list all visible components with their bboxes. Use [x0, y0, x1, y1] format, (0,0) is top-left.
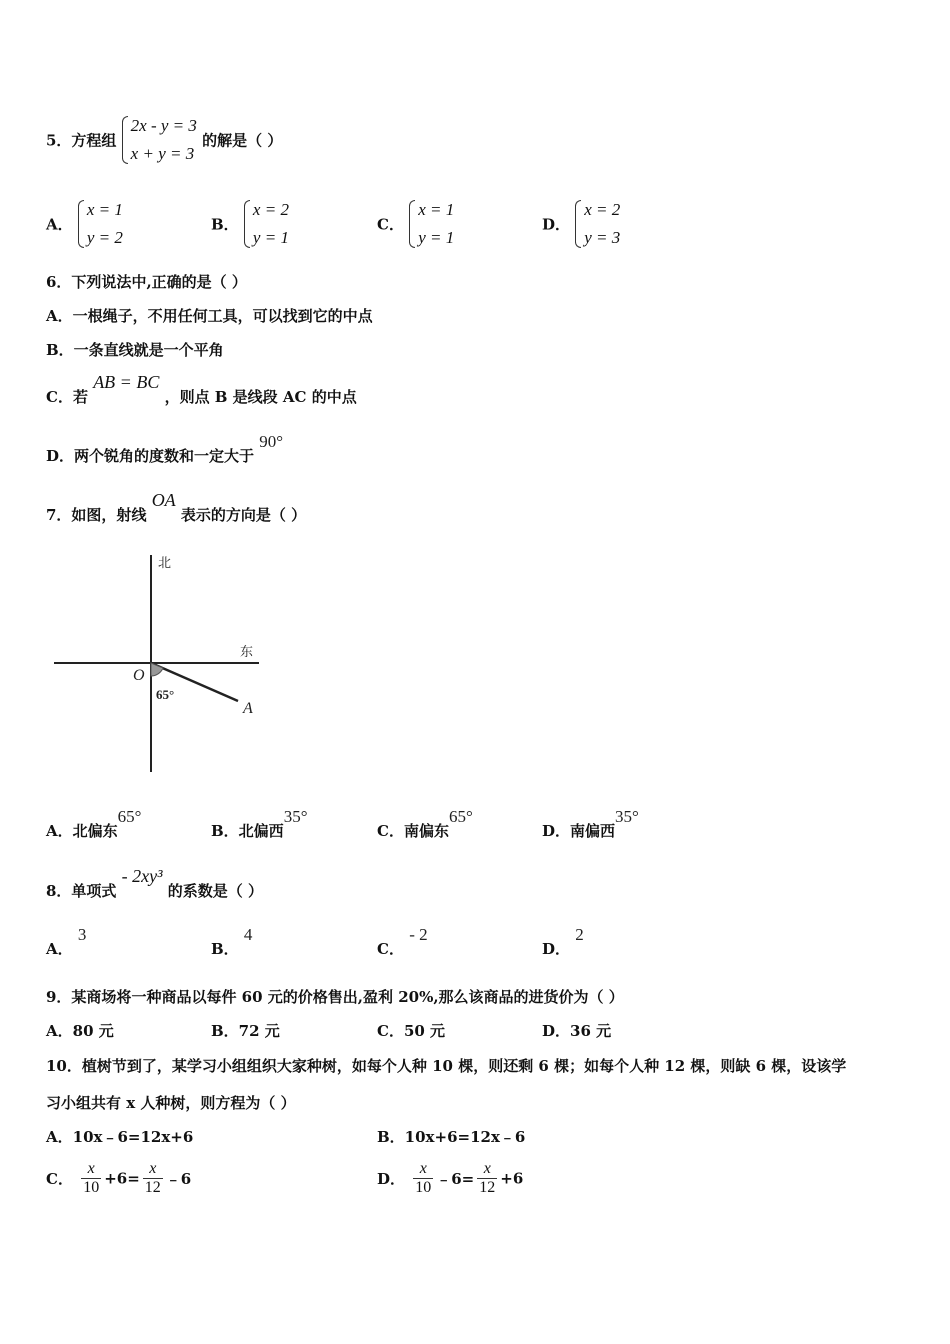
q5-option-c-system — [409, 196, 454, 252]
q6-d-math: 90° — [259, 432, 284, 451]
q5-system-eq2: x + y = 3 — [130, 144, 195, 163]
figure-origin-label: O — [133, 667, 145, 684]
q10-d-den2: 12 — [479, 1179, 496, 1196]
q7-direction-figure — [0, 0, 300, 800]
q5-d-eq2: y = 3 — [584, 228, 621, 247]
q6-stem: 6．下列说法中,正确的是（ ） — [46, 273, 247, 291]
q10-option-a: A．10x﹣6=12x+6 — [46, 1128, 194, 1146]
q7-suffix: 表示的方向是（ ） — [180, 506, 307, 524]
figure-east-label: 东 — [240, 645, 254, 660]
q8-option-a — [46, 925, 87, 959]
q10-d-frac2 — [477, 1160, 497, 1197]
q10-d-frac1 — [413, 1160, 433, 1197]
q8-c-label: C． — [377, 940, 404, 958]
q7-d-deg: 35° — [615, 807, 639, 826]
q7-b-label: B．北偏西 — [211, 822, 284, 840]
q6-option-a: A．一根绳子，不用任何工具，可以找到它的中点 — [46, 307, 373, 325]
q7-c-deg: 65° — [448, 807, 473, 826]
q10-c-den2: 12 — [144, 1179, 161, 1196]
q7-option-d — [542, 807, 639, 841]
q5-b-eq1: x = 2 — [252, 200, 289, 219]
q5-option-d — [542, 196, 620, 252]
q8-prefix: 8．单项式 — [46, 882, 117, 900]
q10-stem-line1: 10．植树节到了，某学习小组组织大家种树，如每个人种 10 棵，则还剩 6 棵；如每个人种 12 棵，则缺 6 棵，设该学 — [46, 1057, 847, 1075]
q9-option-d: D．36 元 — [542, 1022, 612, 1040]
q7-b-deg: 35° — [283, 807, 308, 826]
q5-option-d-label: D． — [542, 215, 571, 234]
q6-c-prefix: C．若 — [46, 388, 88, 406]
q10-d-num2: x — [483, 1160, 491, 1177]
q8-stem — [46, 866, 264, 901]
q9-option-a: A．80 元 — [46, 1022, 114, 1040]
q6-c-suffix: ，则点 B 是线段 AC 的中点 — [164, 388, 357, 406]
q8-math: - 2xy³ — [121, 866, 163, 886]
figure-north-label: 北 — [158, 556, 172, 571]
q10-c-label: C． — [46, 1170, 73, 1188]
q7-c-label: C．南偏东 — [377, 822, 449, 840]
q7-option-a — [46, 807, 142, 841]
q10-stem-line2: 习小组共有 x 人种树，则方程为（ ） — [46, 1094, 296, 1112]
q10-option-d — [377, 1160, 523, 1197]
q9-stem: 9．某商场将一种商品以每件 60 元的价格售出,盈利 20%,那么该商品的进货价为（ ） — [46, 988, 624, 1006]
q8-option-d — [542, 925, 584, 959]
q9-option-c: C．50 元 — [377, 1022, 446, 1040]
q10-c-mid: +6= — [104, 1169, 140, 1188]
q10-c-den1: 10 — [83, 1179, 100, 1196]
q10-d-mid: ﹣6= — [436, 1170, 475, 1188]
q6-d-prefix: D．两个锐角的度数和一定大于 — [46, 447, 255, 465]
q10-c-num1: x — [87, 1160, 95, 1177]
q10-d-num1: x — [419, 1160, 427, 1177]
q7-math: OA — [151, 490, 176, 510]
q9-option-b: B．72 元 — [211, 1022, 280, 1040]
q8-b-label: B． — [211, 940, 239, 958]
q8-d-label: D． — [542, 940, 571, 958]
q8-suffix: 的系数是（ ） — [167, 882, 264, 900]
q7-d-label: D．南偏西 — [542, 822, 616, 840]
q5-option-a-label: A． — [46, 215, 73, 234]
figure-point-label: A — [243, 700, 253, 717]
q8-d-val: 2 — [575, 925, 584, 944]
q5-option-d-system — [575, 196, 620, 252]
q10-d-label: D． — [377, 1170, 406, 1188]
q5-option-c-label: C． — [377, 215, 404, 234]
q8-a-val: 3 — [77, 925, 87, 944]
q5-option-c — [377, 196, 454, 252]
q6-option-b: B．一条直线就是一个平角 — [46, 341, 224, 359]
q10-option-c — [46, 1160, 191, 1197]
q7-prefix: 7．如图，射线 — [46, 506, 147, 524]
q10-d-den1: 10 — [415, 1179, 432, 1196]
q10-d-end: +6 — [500, 1169, 524, 1188]
q10-c-frac2 — [143, 1160, 163, 1197]
q8-a-label: A． — [46, 940, 73, 958]
q8-b-val: 4 — [243, 925, 253, 944]
q5-c-eq1: x = 1 — [418, 200, 455, 219]
q5-number: 5．方程组 — [46, 131, 117, 150]
q5-a-eq2: y = 2 — [86, 228, 123, 247]
q7-a-deg: 65° — [117, 807, 142, 826]
q7-a-label: A．北偏东 — [46, 822, 118, 840]
q5-c-eq2: y = 1 — [418, 228, 455, 247]
q10-c-end: ﹣6 — [165, 1170, 192, 1188]
q5-suffix: 的解是（ ） — [202, 131, 283, 150]
q8-option-c — [377, 925, 428, 959]
figure-angle-label: 65° — [156, 687, 175, 702]
q7-option-c — [377, 807, 473, 841]
q10-option-b: B．10x+6=12x﹣6 — [377, 1128, 526, 1146]
q10-c-frac1 — [81, 1160, 101, 1197]
q8-c-val: - 2 — [409, 925, 428, 944]
q8-option-b — [211, 925, 253, 959]
q5-a-eq1: x = 1 — [86, 200, 123, 219]
q6-c-math: AB = BC — [93, 372, 160, 392]
q5-system-eq1: 2x - y = 3 — [130, 116, 197, 135]
q5-option-b-label: B． — [211, 215, 239, 234]
q7-option-b — [211, 807, 308, 841]
q5-d-eq1: x = 2 — [584, 200, 621, 219]
q10-c-num2: x — [149, 1160, 157, 1177]
q5-b-eq2: y = 1 — [252, 228, 289, 247]
